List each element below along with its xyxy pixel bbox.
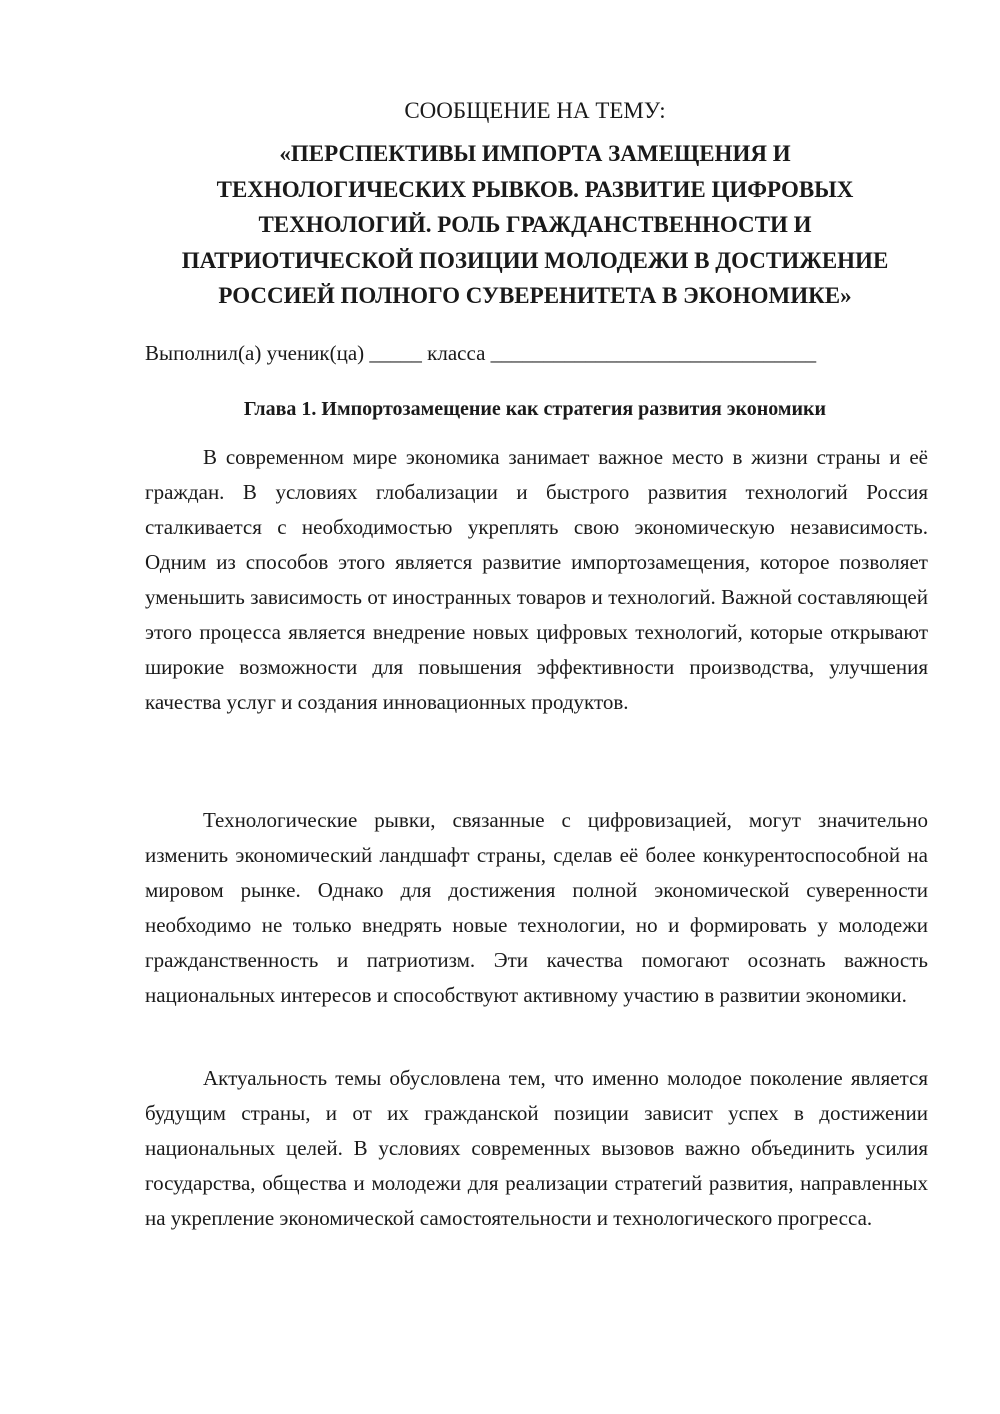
title-line: ТЕХНОЛОГИЧЕСКИХ РЫВКОВ. РАЗВИТИЕ ЦИФРОВЫХ	[216, 176, 854, 202]
title-line: «ПЕРСПЕКТИВЫ ИМПОРТА ЗАМЕЩЕНИЯ И	[279, 141, 791, 166]
chapter-title: Глава 1. Импортозамещение как стратегия развития экономики	[243, 398, 827, 420]
title-line: ТЕХНОЛОГИЙ. РОЛЬ ГРАЖДАНСТВЕННОСТИ И	[258, 212, 812, 237]
body-paragraph: В современном мире экономика занимает важное место в жизни страны и её граждан. В условиях глобализации и быстрого развития технологий Россия сталкивается с необходимостью укреплять свою экономическую независимость. Одним из способов этого является развитие импортозамещения, которое позволяет уменьшить зависимость от иностранных товаров и технологий. Важной составляющей этого процесса является внедрение новых цифровых технологий, которые открывают широкие возможности для повышения эффективности производства, улучшения качества услуг и создания инновационных продуктов.	[145, 445, 928, 714]
title-line: РОССИЕЙ ПОЛНОГО СУВЕРЕНИТЕТА В ЭКОНОМИКЕ»	[218, 283, 852, 308]
author-signature-line: Выполнил(а) ученик(ца) _____ класса _______________________________	[145, 341, 817, 365]
title-line: ПАТРИОТИЧЕСКОЙ ПОЗИЦИИ МОЛОДЕЖИ В ДОСТИЖЕНИЕ	[181, 247, 889, 273]
body-paragraph: Актуальность темы обусловлена тем, что именно молодое поколение является будущим страны, и от их гражданской позиции зависит успех в достижении национальных целей. В условиях современных вызовов важно объединить усилия государства, общества и молодежи для реализации стратегий развития, направленных на укрепление экономической самостоятельности и технологического прогресса.	[145, 1066, 928, 1230]
body-paragraph: Технологические рывки, связанные с цифровизацией, могут значительно изменить экономический ландшафт страны, сделав её более конкурентоспособной на мировом рынке. Однако для достижения полной экономической суверенности необходимо не только внедрять новые технологии, но и формировать у молодежи гражданственность и патриотизм. Эти качества помогают осознать важность национальных интересов и способствуют активному участию в развитии экономики.	[145, 808, 928, 1007]
report-title	[140, 136, 930, 314]
report-heading: СООБЩЕНИЕ НА ТЕМУ:	[404, 98, 666, 123]
